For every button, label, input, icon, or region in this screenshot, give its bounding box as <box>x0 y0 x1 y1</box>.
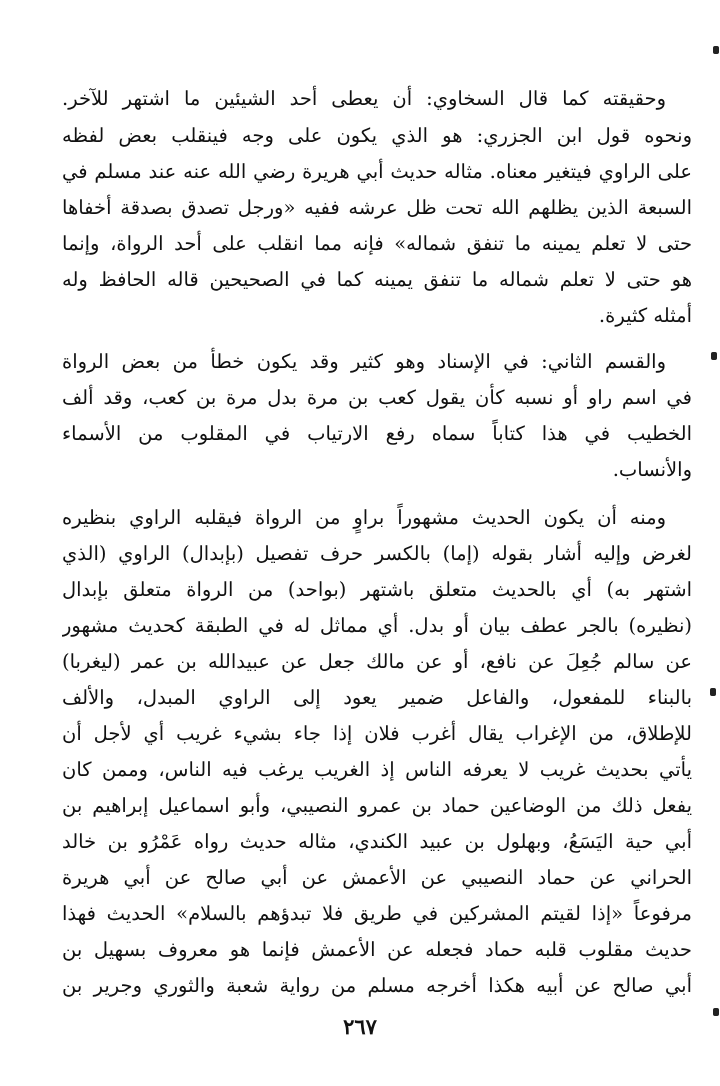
text-line: لغرض وإليه أشار بقوله (إما) بالكسر حرف تفصيل (بإبدال) الراوي (الذي <box>62 542 692 565</box>
text-line: أمثله كثيرة. <box>598 304 692 327</box>
text-line: حتى لا تعلم يمينه ما تنفق شماله» فإنه مما انقلب على أحد الرواة، وإنما <box>62 232 692 255</box>
text-line: في اسم راو أو نسبه كأن يقول كعب بن مرة بدل مرة بن كعب، وقد ألف <box>62 386 692 409</box>
text-line: والأنساب. <box>612 458 692 481</box>
text-line: مرفوعاً «إذا لقيتم المشركين في طريق فلا تبدؤهم بالسلام» الحديث فهذا <box>62 902 692 925</box>
text-line: أبي صالح عن أبيه هكذا أخرجه مسلم من رواية شعبة والثوري وجرير بن <box>62 974 692 997</box>
text-line: بالبناء للمفعول، والفاعل ضمير يعود إلى الراوي المبدل، والألف <box>62 686 692 709</box>
text-line: اشتهر به) أي بالحديث متعلق باشتهر (بواحد) من الرواة متعلق بإبدال <box>62 578 692 601</box>
margin-mark <box>713 46 719 54</box>
text-line: حديث مقلوب قلبه حماد فجعله عن الأعمش فإنما هو معروف بسهيل بن <box>62 938 692 961</box>
margin-mark <box>710 688 716 696</box>
text-line: السبعة الذين يظلهم الله تحت ظل عرشه ففيه «ورجل تصدق بصدقة أخفاها <box>62 196 692 219</box>
text-line: يأتي بحديث غريب لا يعرفه الناس إذ الغريب يرغب فيه الناس، وممن كان <box>62 758 692 781</box>
text-line: الحراني عن حماد النصيبي عن الأعمش عن أبي صالح عن أبي هريرة <box>62 866 692 889</box>
text-line: يفعل ذلك من الوضاعين حماد بن عمرو النصيبي، وأبو اسماعيل إبراهيم بن <box>62 794 692 817</box>
page-number: ٢٦٧ <box>343 1014 377 1039</box>
text-line: وحقيقته كما قال السخاوي: أن يعطى أحد الشيئين ما اشتهر للآخر. <box>62 87 666 110</box>
text-line: هو حتى لا تعلم شماله ما تنفق يمينه كما في الصحيحين قاله الحافظ وله <box>62 268 692 291</box>
text-line: (نظيره) بالجر عطف بيان أو بدل. أي مماثل له في الطبقة كحديث مشهور <box>62 614 692 637</box>
text-line: للإطلاق، من الإغراب يقال أغرب فلان إذا جاء بشيء غريب أي لأجل أن <box>62 722 692 745</box>
text-line: ومنه أن يكون الحديث مشهوراً براوٍ من الرواة فيقلبه الراوي بنظيره <box>62 506 666 529</box>
margin-mark <box>713 1008 719 1016</box>
text-line: ونحوه قول ابن الجزري: هو الذي يكون على وجه فينقلب بعض لفظه <box>62 124 692 147</box>
text-line: أبي حية اليَسَعُ، وبهلول بن عبيد الكندي، مثاله حديث رواه عَمْرُو بن خالد <box>62 830 692 853</box>
text-line: الخطيب في هذا كتاباً سماه رفع الارتياب في المقلوب من الأسماء <box>62 422 692 445</box>
text-line: على الراوي فيتغير معناه. مثاله حديث أبي هريرة رضي الله عنه عند مسلم في <box>62 160 692 183</box>
text-line: والقسم الثاني: في الإسناد وهو كثير وقد يكون خطأ من بعض الرواة <box>62 350 666 373</box>
margin-mark <box>711 352 717 360</box>
text-line: عن سالم جُعِلَ عن نافع، أو عن مالك جعل عن عبيدالله بن عمر (ليغربا) <box>62 650 692 673</box>
